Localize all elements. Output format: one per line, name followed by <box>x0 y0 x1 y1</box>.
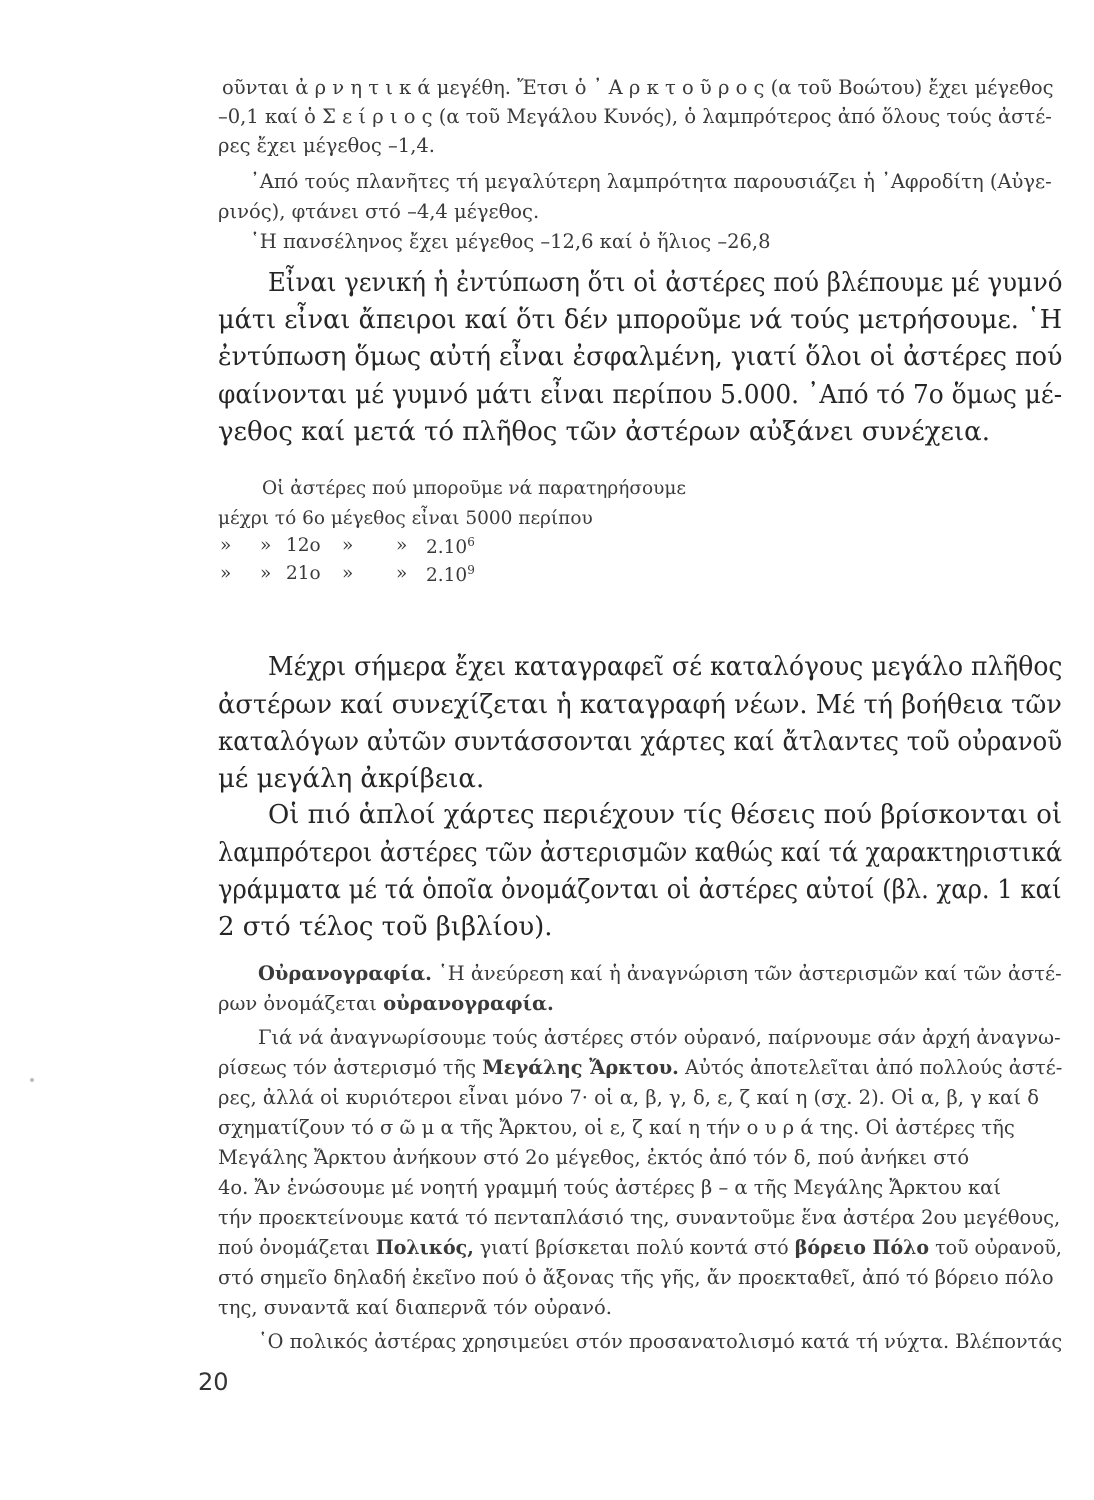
magnitude-cell: 12ο <box>286 535 321 556</box>
table-caption: μέχρι τό 6ο μέγεθος εἶναι 5000 περίπου <box>218 508 593 529</box>
section-heading: Οὐρανογραφία. <box>258 962 432 985</box>
ditto-mark: » <box>260 535 272 556</box>
paragraph-line: Μέχρι σήμερα ἔχει καταγραφεῖ σέ καταλόγους μεγάλο πλῆθος <box>268 652 1063 682</box>
ditto-mark: » <box>396 535 408 556</box>
bold-term: βόρειο Πόλο <box>794 1236 930 1259</box>
paragraph-line: μέ μεγάλη ἀκρίβεια. <box>218 764 485 794</box>
ditto-mark: » <box>342 535 354 556</box>
bold-term: Πολικός, <box>375 1236 474 1259</box>
intro-line: οῦνται ἀ ρ ν η τ ι κ ά μεγέθη. Ἔτσι ὁ ᾽ Α ρ κ τ ο ῦ ρ ο ς (α τοῦ Βοώτου) ἔχει μέγεθος <box>222 76 1054 99</box>
paragraph-line: Μεγάλης Ἄρκτου ἀνήκουν στό 2ο μέγεθος, ἐκτός ἀπό τόν δ, πού ἀνήκει στό <box>218 1146 970 1169</box>
scan-speck <box>30 1078 34 1082</box>
ditto-mark: » <box>342 563 354 584</box>
paragraph-line <box>218 1056 1062 1079</box>
ditto-mark: » <box>260 563 272 584</box>
paragraph-line: ρες, ἀλλά οἱ κυριότεροι εἶναι μόνο 7· οἱ α, β, γ, δ, ε, ζ καί η (σχ. 2). Οἱ α, β, γ καί δ <box>218 1086 1039 1109</box>
paragraph-line: 4ο. Ἄν ἑνώσουμε μέ νοητή γραμμή τούς ἀστέρες β – α τῆς Μεγάλης Ἄρκτου καί <box>218 1176 1001 1199</box>
ditto-mark: » <box>220 535 232 556</box>
bold-term: οὐρανογραφία. <box>383 992 554 1015</box>
count-base: 2.10 <box>426 565 468 587</box>
paragraph-line: μάτι εἶναι ἄπειροι καί ὅτι δέν μποροῦμε νά τούς μετρήσουμε. ῾Η <box>218 305 1063 335</box>
paragraph-line: σχηματίζουν τό σ ῶ μ α τῆς Ἄρκτου, οἱ ε, ζ καί η τήν ο υ ρ ά της. Οἱ ἀστέρες τῆς <box>218 1116 1015 1139</box>
paragraph-line: λαμπρότεροι ἀστέρες τῶν ἀστερισμῶν καθώς καί τά χαρακτηριστικά <box>218 838 1063 868</box>
paragraph-line: καταλόγων αὐτῶν συντάσσονται χάρτες καί ἄτλαντες τοῦ οὐρανοῦ <box>218 727 1063 757</box>
paragraph-line: Γιά νά ἀναγνωρίσουμε τούς ἀστέρες στόν οὐρανό, παίρνουμε σάν ἀρχή ἀναγνω- <box>258 1026 1061 1049</box>
paragraph-line: 2 στό τέλος τοῦ βιβλίου). <box>218 912 553 942</box>
paragraph-line: γράμματα μέ τά ὁποῖα ὀνομάζονται οἱ ἀστέρες αὐτοί (βλ. χαρ. 1 καί <box>218 875 1062 905</box>
count-base: 2.10 <box>426 537 468 559</box>
paragraph-line: στό σημεῖο δηλαδή ἐκεῖνο πού ὁ ἄξονας τῆς γῆς, ἄν προεκταθεῖ, ἀπό τό βόρειο πόλο <box>218 1266 1054 1289</box>
text-run: ρίσεως τόν ἀστερισμό τῆς <box>218 1056 483 1079</box>
intro-line: –0,1 καί ὁ Σ ε ί ρ ι ο ς (α τοῦ Μεγάλου Κυνός), ὁ λαμπρότερος ἀπό ὅλους τούς ἀστέ- <box>218 105 1052 128</box>
section-heading-line <box>258 962 1062 985</box>
count-exponent: 6 <box>467 535 475 549</box>
ditto-mark: » <box>220 563 232 584</box>
paragraph-line <box>218 992 554 1015</box>
intro-line: ρινός), φτάνει στό –4,4 μέγεθος. <box>218 200 540 223</box>
magnitude-cell: 21ο <box>286 563 321 584</box>
text-run: πού ὀνομάζεται <box>218 1236 376 1259</box>
table-caption: Οἱ ἀστέρες πού μποροῦμε νά παρατηρήσουμε <box>262 478 686 499</box>
text-run: γιατί βρίσκεται πολύ κοντά στό <box>473 1236 795 1259</box>
intro-line: ῾Η πανσέληνος ἔχει μέγεθος –12,6 καί ὁ ἥλιος –26,8 <box>250 230 771 253</box>
paragraph-line: τήν προεκτείνουμε κατά τό πενταπλάσιό της, συναντοῦμε ἕνα ἀστέρα 2ου μεγέθους, <box>218 1206 1061 1229</box>
count-cell <box>426 563 475 586</box>
paragraph-line: Εἶναι γενική ἡ ἐντύπωση ὅτι οἱ ἀστέρες πού βλέπουμε μέ γυμνό <box>268 268 1063 298</box>
bold-term: Μεγάλης Ἄρκτου. <box>482 1056 679 1079</box>
count-exponent: 9 <box>467 563 475 577</box>
paragraph-line: Οἱ πιό ἁπλοί χάρτες περιέχουν τίς θέσεις πού βρίσκονται οἱ <box>268 800 1063 830</box>
paragraph-line: γεθος καί μετά τό πλῆθος τῶν ἀστέρων αὐξάνει συνέχεια. <box>218 417 990 447</box>
intro-line: ᾽Από τούς πλανῆτες τή μεγαλύτερη λαμπρότητα παρουσιάζει ἡ ᾽Αφροδίτη (Αὐγε- <box>250 170 1052 193</box>
text-run: ῾Η ἀνεύρεση καί ἡ ἀναγνώριση τῶν ἀστερισμῶν καί τῶν ἀστέ- <box>431 962 1062 985</box>
text-run: τοῦ οὐρανοῦ, <box>929 1236 1062 1259</box>
page-number: 20 <box>198 1368 229 1396</box>
paragraph-line: φαίνονται μέ γυμνό μάτι εἶναι περίπου 5.000. ᾽Από τό 7ο ὅμως μέ- <box>218 380 1063 410</box>
count-cell <box>426 535 475 558</box>
ditto-mark: » <box>396 563 408 584</box>
paragraph-line <box>218 1236 1062 1259</box>
intro-line: ρες ἔχει μέγεθος –1,4. <box>218 134 436 157</box>
text-run: Αὐτός ἀποτελεῖται ἀπό πολλούς ἀστέ- <box>678 1056 1063 1079</box>
paragraph-line: ῾Ο πολικός ἀστέρας χρησιμεύει στόν προσανατολισμό κατά τή νύχτα. Βλέποντάς <box>258 1330 1063 1353</box>
paragraph-line: ἐντύπωση ὅμως αὐτή εἶναι ἐσφαλμένη, γιατί ὅλοι οἱ ἀστέρες πού <box>218 342 1063 372</box>
paragraph-line: ἀστέρων καί συνεχίζεται ἡ καταγραφή νέων. Μέ τή βοήθεια τῶν <box>218 690 1062 720</box>
paragraph-line: της, συναντᾶ καί διαπερνᾶ τόν οὐρανό. <box>218 1296 612 1319</box>
text-run: ρων ὀνομάζεται <box>218 992 384 1015</box>
